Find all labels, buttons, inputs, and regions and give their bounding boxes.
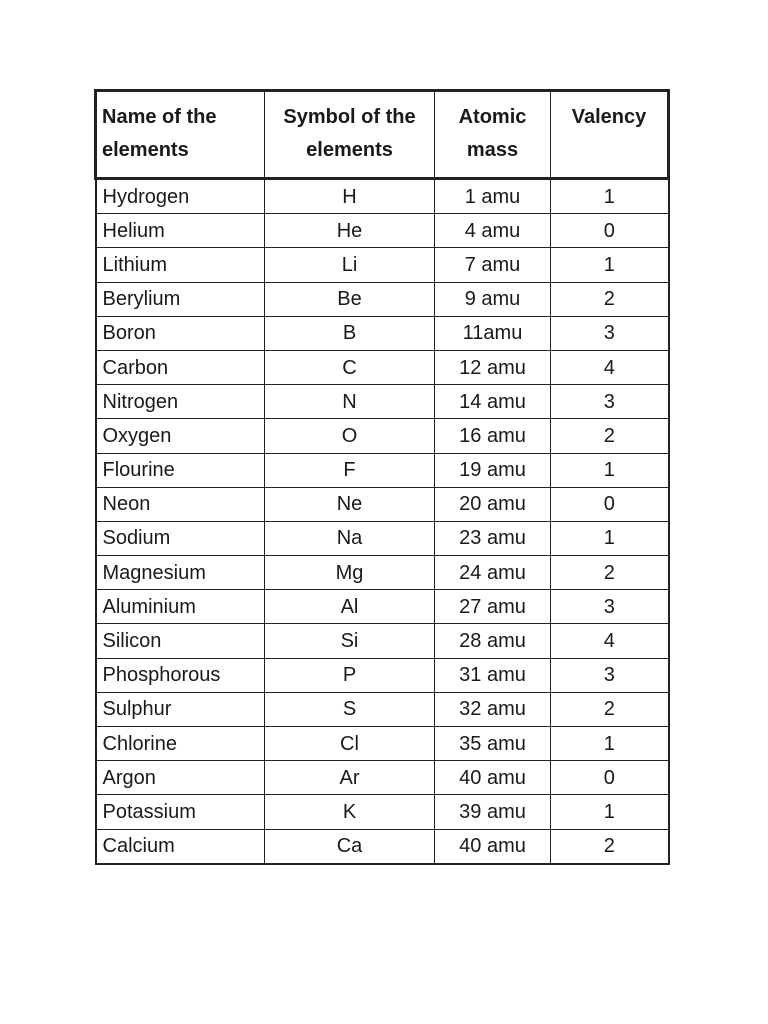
table-row bbox=[96, 658, 669, 692]
element-symbol-cell: Be bbox=[265, 282, 435, 316]
valency-cell: 1 bbox=[551, 453, 669, 487]
atomic-mass-cell: 40 amu bbox=[435, 829, 551, 864]
valency-cell: 1 bbox=[551, 795, 669, 829]
element-symbol-cell: K bbox=[265, 795, 435, 829]
valency-cell: 1 bbox=[551, 727, 669, 761]
element-name-cell: Boron bbox=[96, 316, 265, 350]
table-row bbox=[96, 590, 669, 624]
element-name-cell: Neon bbox=[96, 487, 265, 521]
atomic-mass-cell: 20 amu bbox=[435, 487, 551, 521]
valency-cell: 4 bbox=[551, 624, 669, 658]
atomic-mass-cell: 31 amu bbox=[435, 658, 551, 692]
valency-cell: 2 bbox=[551, 556, 669, 590]
element-symbol-cell: Ca bbox=[265, 829, 435, 864]
table-body bbox=[96, 179, 669, 864]
element-symbol-cell: F bbox=[265, 453, 435, 487]
atomic-mass-cell: 28 amu bbox=[435, 624, 551, 658]
table-row bbox=[96, 761, 669, 795]
element-symbol-cell: Mg bbox=[265, 556, 435, 590]
element-name-cell: Hydrogen bbox=[96, 179, 265, 214]
element-symbol-cell: Na bbox=[265, 521, 435, 555]
elements-table bbox=[94, 89, 670, 865]
valency-cell: 3 bbox=[551, 316, 669, 350]
element-name-cell: Sodium bbox=[96, 521, 265, 555]
element-name-cell: Chlorine bbox=[96, 727, 265, 761]
table-row bbox=[96, 829, 669, 864]
element-symbol-cell: He bbox=[265, 214, 435, 248]
valency-cell: 1 bbox=[551, 179, 669, 214]
element-name-cell: Silicon bbox=[96, 624, 265, 658]
table-row bbox=[96, 385, 669, 419]
element-symbol-cell: N bbox=[265, 385, 435, 419]
element-name-cell: Berylium bbox=[96, 282, 265, 316]
atomic-mass-cell: 11amu bbox=[435, 316, 551, 350]
table-row bbox=[96, 795, 669, 829]
valency-cell: 2 bbox=[551, 419, 669, 453]
table-row bbox=[96, 487, 669, 521]
element-symbol-cell: O bbox=[265, 419, 435, 453]
element-symbol-cell: S bbox=[265, 692, 435, 726]
table-row bbox=[96, 350, 669, 384]
valency-cell: 0 bbox=[551, 761, 669, 795]
table-row bbox=[96, 316, 669, 350]
atomic-mass-cell: 32 amu bbox=[435, 692, 551, 726]
table-row bbox=[96, 179, 669, 214]
element-name-cell: Sulphur bbox=[96, 692, 265, 726]
atomic-mass-cell: 16 amu bbox=[435, 419, 551, 453]
element-symbol-cell: Li bbox=[265, 248, 435, 282]
header-name: Name of the elements bbox=[96, 91, 265, 179]
table-row bbox=[96, 624, 669, 658]
atomic-mass-cell: 39 amu bbox=[435, 795, 551, 829]
valency-cell: 0 bbox=[551, 487, 669, 521]
valency-cell: 2 bbox=[551, 282, 669, 316]
valency-cell: 2 bbox=[551, 829, 669, 864]
table-row bbox=[96, 692, 669, 726]
atomic-mass-cell: 4 amu bbox=[435, 214, 551, 248]
element-symbol-cell: Si bbox=[265, 624, 435, 658]
element-symbol-cell: Al bbox=[265, 590, 435, 624]
valency-cell: 1 bbox=[551, 248, 669, 282]
element-symbol-cell: C bbox=[265, 350, 435, 384]
valency-cell: 0 bbox=[551, 214, 669, 248]
valency-cell: 3 bbox=[551, 658, 669, 692]
atomic-mass-cell: 1 amu bbox=[435, 179, 551, 214]
atomic-mass-cell: 9 amu bbox=[435, 282, 551, 316]
table-row bbox=[96, 248, 669, 282]
atomic-mass-cell: 35 amu bbox=[435, 727, 551, 761]
table-row bbox=[96, 556, 669, 590]
element-name-cell: Potassium bbox=[96, 795, 265, 829]
atomic-mass-cell: 12 amu bbox=[435, 350, 551, 384]
element-symbol-cell: B bbox=[265, 316, 435, 350]
atomic-mass-cell: 40 amu bbox=[435, 761, 551, 795]
element-name-cell: Argon bbox=[96, 761, 265, 795]
table-row bbox=[96, 727, 669, 761]
table-row bbox=[96, 453, 669, 487]
valency-cell: 3 bbox=[551, 590, 669, 624]
valency-cell: 2 bbox=[551, 692, 669, 726]
atomic-mass-cell: 23 amu bbox=[435, 521, 551, 555]
table-row bbox=[96, 521, 669, 555]
element-name-cell: Nitrogen bbox=[96, 385, 265, 419]
valency-cell: 1 bbox=[551, 521, 669, 555]
header-symbol: Symbol of the elements bbox=[265, 91, 435, 179]
element-symbol-cell: Ne bbox=[265, 487, 435, 521]
atomic-mass-cell: 14 amu bbox=[435, 385, 551, 419]
table-row bbox=[96, 419, 669, 453]
element-name-cell: Phosphorous bbox=[96, 658, 265, 692]
element-name-cell: Carbon bbox=[96, 350, 265, 384]
atomic-mass-cell: 24 amu bbox=[435, 556, 551, 590]
header-atomic-mass: Atomic mass bbox=[435, 91, 551, 179]
header-valency: Valency bbox=[551, 91, 669, 179]
table-header bbox=[96, 91, 669, 179]
element-name-cell: Magnesium bbox=[96, 556, 265, 590]
element-name-cell: Oxygen bbox=[96, 419, 265, 453]
element-name-cell: Helium bbox=[96, 214, 265, 248]
table-row bbox=[96, 282, 669, 316]
element-symbol-cell: Ar bbox=[265, 761, 435, 795]
table-row bbox=[96, 214, 669, 248]
valency-cell: 4 bbox=[551, 350, 669, 384]
header-row bbox=[96, 91, 669, 179]
atomic-mass-cell: 27 amu bbox=[435, 590, 551, 624]
element-name-cell: Flourine bbox=[96, 453, 265, 487]
element-name-cell: Aluminium bbox=[96, 590, 265, 624]
element-symbol-cell: H bbox=[265, 179, 435, 214]
element-name-cell: Lithium bbox=[96, 248, 265, 282]
element-symbol-cell: Cl bbox=[265, 727, 435, 761]
elements-table-container bbox=[94, 89, 667, 865]
element-symbol-cell: P bbox=[265, 658, 435, 692]
atomic-mass-cell: 7 amu bbox=[435, 248, 551, 282]
element-name-cell: Calcium bbox=[96, 829, 265, 864]
atomic-mass-cell: 19 amu bbox=[435, 453, 551, 487]
valency-cell: 3 bbox=[551, 385, 669, 419]
